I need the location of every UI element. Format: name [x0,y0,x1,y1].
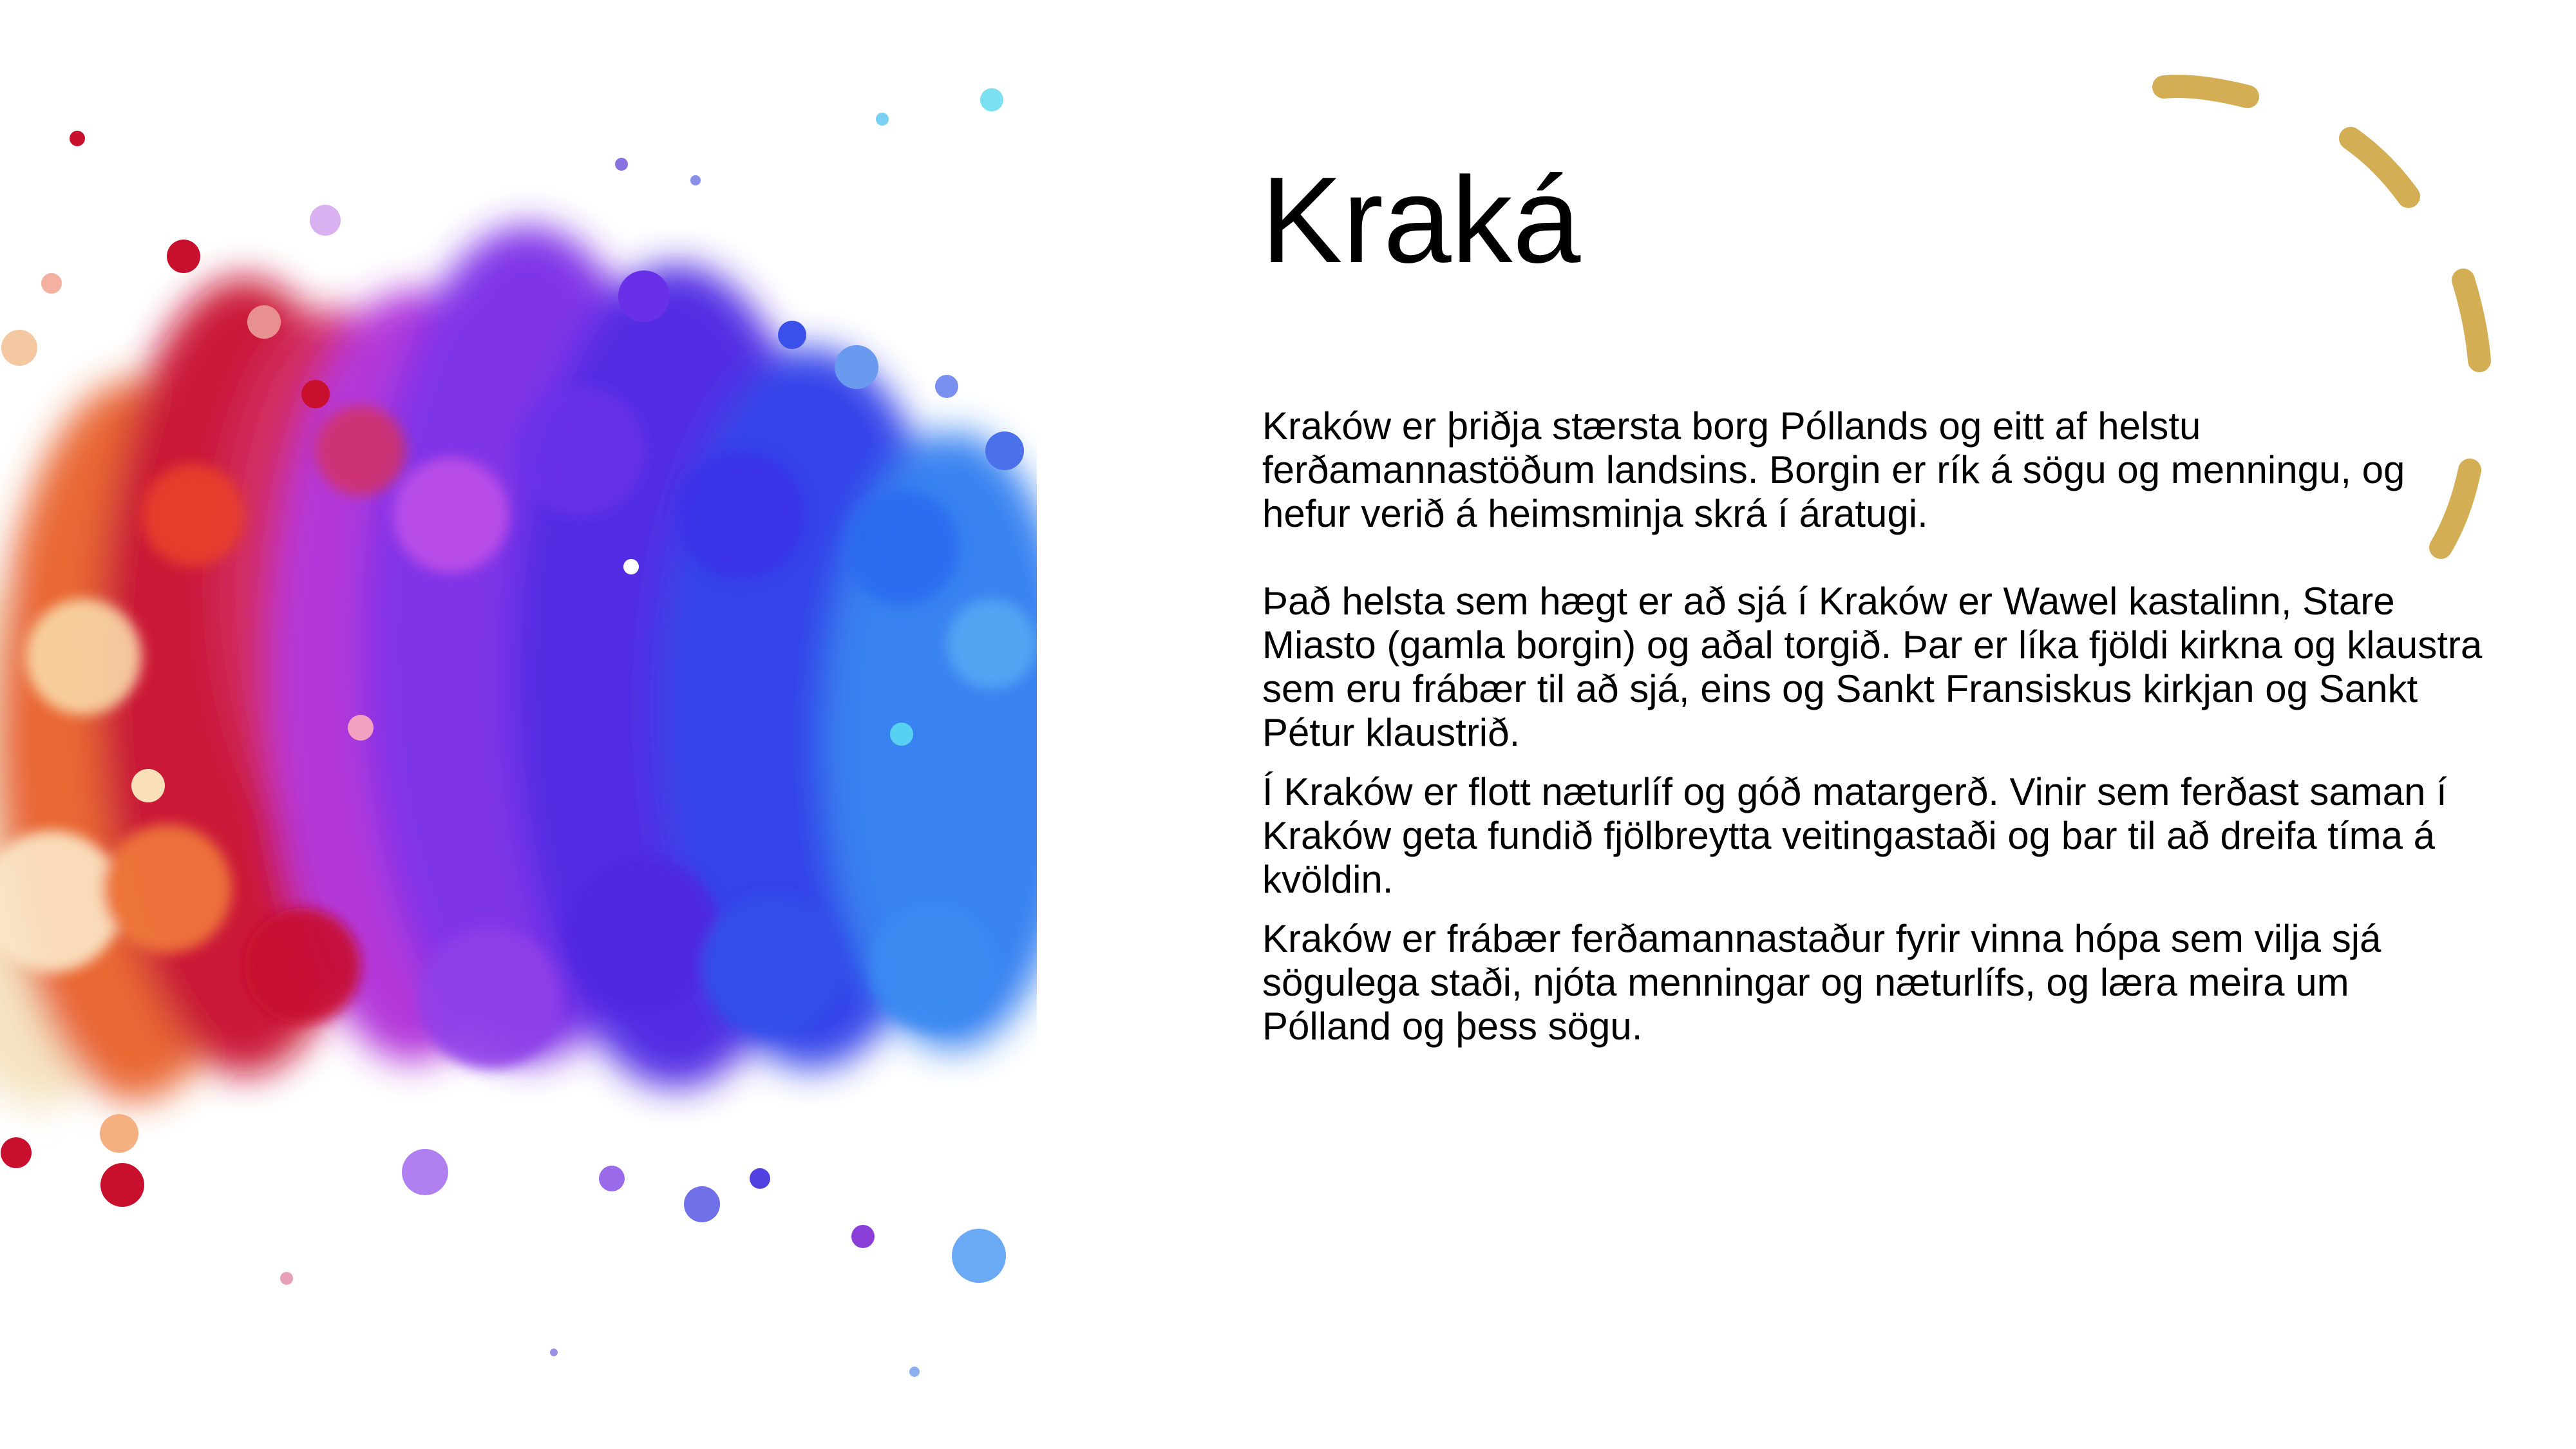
slide-body [1262,404,2486,1064]
paragraph-nightlife: Í Kraków er flott næturlíf og góð matargerð. Vinir sem ferðast saman í Kraków geta fundið fjölbreytta veitingastaði og bar til að dreifa tíma á kvöldin. [1262,770,2447,901]
slide-title: Kraká [1261,152,1581,289]
paint-splash-graphic [0,0,1037,1449]
paint-splash-image [0,0,1037,1449]
paragraph-sights: Það helsta sem hægt er að sjá í Kraków er Wawel kastalinn, Stare Miasto (gamla borgin) og aðal torgið. Þar er líka fjöldi kirkna og klaustra sem eru frábær til að sjá, eins og Sankt Fransiskus kirkjan og Sankt Pétur klaustrið. [1262,580,2483,754]
paragraph-summary: Kraków er frábær ferðamannastaður fyrir vinna hópa sem vilja sjá sögulega staði, njóta menningar og næturlífs, og læra meira um Pólland og þess sögu. [1262,917,2382,1048]
paragraph-intro: Kraków er þriðja stærsta borg Póllands og eitt af helstu ferðamannastöðum landsins. Borgin er rík á sögu og menningu, og hefur verið á heimsminja skrá í áratugi. [1262,404,2405,535]
